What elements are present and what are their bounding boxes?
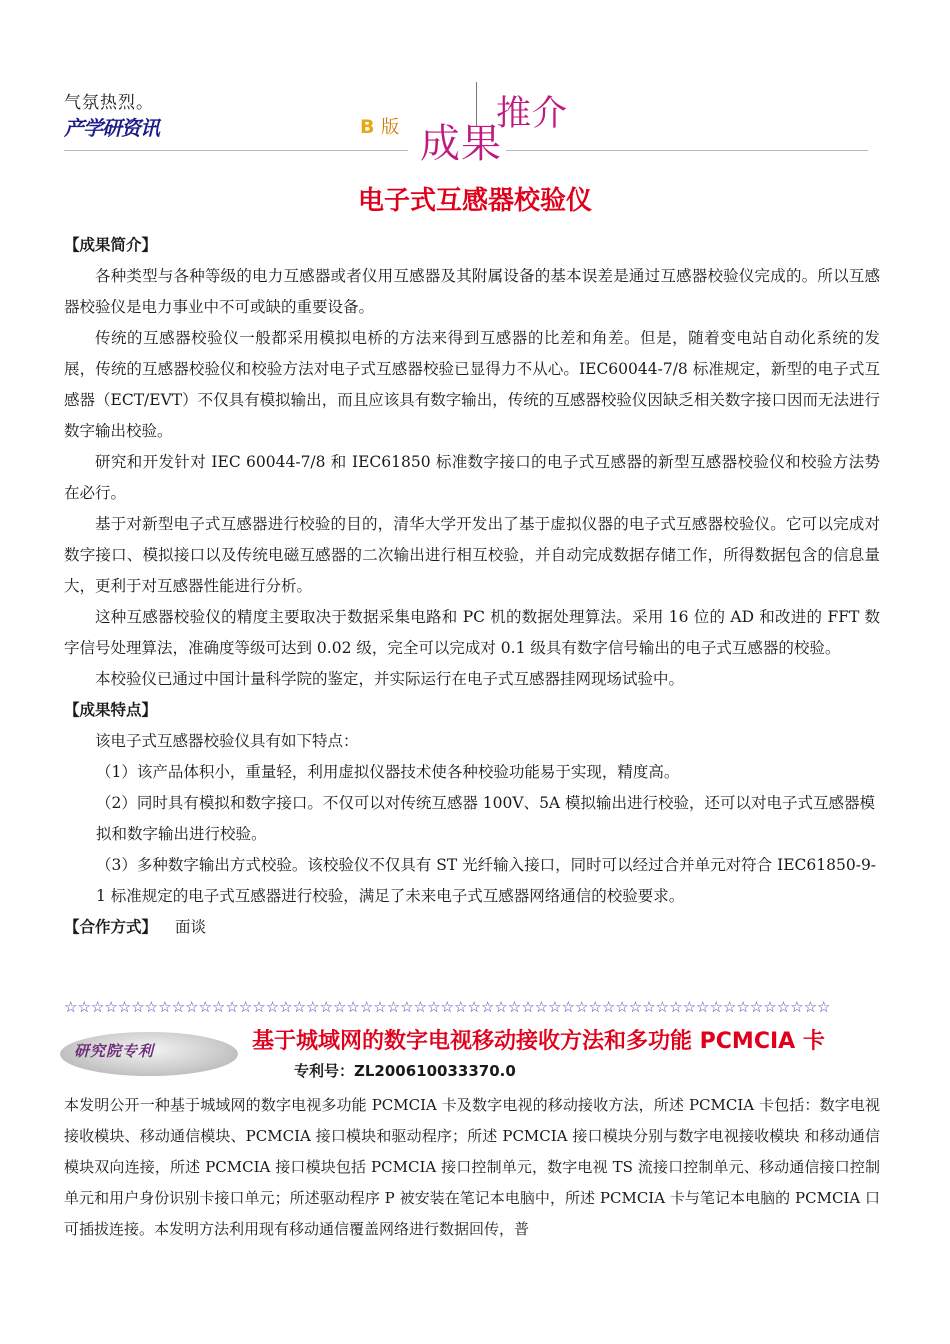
cooperation-value: 面谈 [175,918,207,936]
cooperation-label: 【合作方式】 [64,918,158,936]
edition-word: 版 [381,117,400,138]
masthead-title: 产学研资讯 [64,116,159,140]
brand-part1: 成果 [420,121,502,167]
intro-paragraph-2: 传统的互感器校验仪一般都采用模拟电桥的方法来得到互感器的比差和角差。但是，随着变电站自动化系统的发展，传统的互感器校验仪和校验方法对电子式互感器校验已显得力不从心。IEC60044-7/8 标准规定，新型的电子式互感器（ECT/EVT）不仅具有模拟输出，而且应该具有数字输出，传统的互感器校验仪因缺乏相关数字接口因而无法进行数字输出校验。 [64,329,880,440]
patent-badge-label: 研究院专利 [74,1042,155,1060]
section-heading-intro: 【成果简介】 [64,236,158,254]
header-rule-right [506,150,868,151]
intro-paragraph-4: 基于对新型电子式互感器进行校验的目的，清华大学开发出了基于虚拟仪器的电子式互感器校验仪。它可以完成对数字接口、模拟接口以及传统电磁互感器的二次输出进行相互校验，并自动完成数据存储工作，所得数据包含的信息量大，更利于对互感器性能进行分析。 [64,515,880,595]
intro-paragraph-1: 各种类型与各种等级的电力互感器或者仪用互感器及其附属设备的基本误差是通过互感器校验仪完成的。所以互感器校验仪是电力事业中不可或缺的重要设备。 [64,267,880,316]
intro-paragraph-6: 本校验仪已通过中国计量科学院的鉴定，并实际运行在电子式互感器挂网现场试验中。 [95,670,685,688]
header-rule-left [64,150,408,151]
edition-letter: B [360,116,375,138]
feature-item-3: （3）多种数字输出方式校验。该校验仪不仅具有 ST 光纤输入接口，同时可以经过合并单元对符合 IEC61850-9-1 标准规定的电子式互感器进行校验，满足了未来电子式互感器网络通信的校验要求。 [96,856,877,905]
feature-item-1: （1）该产品体积小，重量轻，利用虚拟仪器技术使各种校验功能易于实现，精度高。 [96,763,680,781]
patent-badge [60,1032,238,1076]
star-separator: ☆☆☆☆☆☆☆☆☆☆☆☆☆☆☆☆☆☆☆☆☆☆☆☆☆☆☆☆☆☆☆☆☆☆☆☆☆☆☆☆☆☆☆☆☆☆☆☆☆☆☆☆☆☆☆☆☆ [64,998,831,1016]
patent-number: 专利号：ZL200610033370.0 [294,1062,516,1080]
patent-title: 基于城域网的数字电视移动接收方法和多功能 PCMCIA 卡 [252,1029,825,1054]
header-fragment-text: 气氛热烈。 [64,93,154,113]
article-body [64,230,880,943]
feature-item-2: （2）同时具有模拟和数字接口。不仅可以对传统互感器 100V、5A 模拟输出进行校验，还可以对电子式互感器模拟和数字输出进行校验。 [96,794,876,843]
edition-label [360,113,399,139]
section-heading-cooperation [64,912,880,943]
article-title: 电子式互感器校验仪 [357,186,592,216]
patent-abstract: 本发明公开一种基于城域网的数字电视多功能 PCMCIA 卡及数字电视的移动接收方法，所述 PCMCIA 卡包括：数字电视接收模块、移动通信模块、PCMCIA 接口模块和驱动程序；所述 PCMCIA 接口模块分别与数字电视接收模块 和移动通信模块双向连接，所述 PCMCIA 接口模块包括 PCMCIA 接口控制单元，数字电视 TS 流接口控制单元、移动通信接口控制单元和用户身份识别卡接口单元；所述驱动程序 P 被安装在笔记本电脑中，所述 PCMCIA 卡与笔记本电脑的 PCMCIA 口可插拔连接。本发明方法利用现有移动通信覆盖网络进行数据回传，普 [64,1096,880,1238]
features-intro: 该电子式互感器校验仪具有如下特点： [95,732,359,750]
brand-part2: 推介 [496,94,569,134]
intro-paragraph-5: 这种互感器校验仪的精度主要取决于数据采集电路和 PC 机的数据处理算法。采用 16 位的 AD 和改进的 FFT 数字信号处理算法，准确度等级可达到 0.02 级，完全可以完成对 0.1 级具有数字信号输出的电子式互感器的校验。 [64,608,880,657]
intro-paragraph-3: 研究和开发针对 IEC 60044-7/8 和 IEC61850 标准数字接口的电子式互感器的新型互感器校验仪和校验方法势在必行。 [64,453,880,502]
section-heading-features: 【成果特点】 [64,701,158,719]
